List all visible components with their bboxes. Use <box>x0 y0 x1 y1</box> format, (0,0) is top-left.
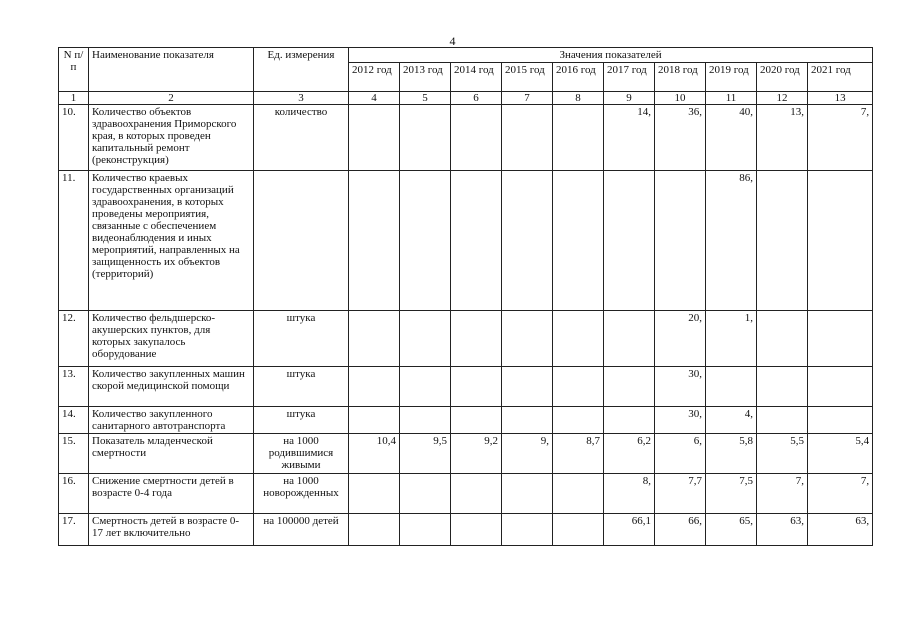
indicator-value: 5,8 <box>706 434 757 474</box>
indicator-value: 20, <box>655 311 706 367</box>
indicator-value <box>400 171 451 311</box>
column-number: 10 <box>655 92 706 105</box>
unit-of-measure: на 100000 детей <box>254 514 349 546</box>
table-row <box>59 514 873 546</box>
column-number: 7 <box>502 92 553 105</box>
indicator-value <box>757 367 808 407</box>
row-number: 11. <box>59 171 89 311</box>
indicator-value <box>553 474 604 514</box>
indicator-value <box>808 407 873 434</box>
indicator-value: 6,2 <box>604 434 655 474</box>
indicator-value <box>706 367 757 407</box>
column-number: 13 <box>808 92 873 105</box>
indicator-value <box>604 171 655 311</box>
indicator-value <box>400 514 451 546</box>
indicator-value: 8, <box>604 474 655 514</box>
unit-of-measure: штука <box>254 407 349 434</box>
row-number: 14. <box>59 407 89 434</box>
indicator-value <box>757 407 808 434</box>
indicator-value <box>604 367 655 407</box>
indicator-value <box>553 407 604 434</box>
indicator-value: 65, <box>706 514 757 546</box>
indicator-name: Количество краевых государственных организаций здравоохранения, в которых проведены мероприятия, связанные с обеспечением видеонаблюдения и иных мероприятий, направленных на защищенность их объектов (территорий) <box>89 171 254 311</box>
indicators-table <box>58 47 873 546</box>
indicator-value <box>502 171 553 311</box>
column-number: 8 <box>553 92 604 105</box>
indicator-value <box>553 311 604 367</box>
indicator-value: 63, <box>808 514 873 546</box>
row-number: 10. <box>59 105 89 171</box>
column-number: 1 <box>59 92 89 105</box>
unit-of-measure: на 1000 новорожденных <box>254 474 349 514</box>
indicator-name: Количество объектов здравоохранения Приморского края, в которых проведен капитальный ремонт (реконструкция) <box>89 105 254 171</box>
indicator-value: 7,7 <box>655 474 706 514</box>
row-number: 12. <box>59 311 89 367</box>
indicator-value <box>604 407 655 434</box>
indicator-name: Смертность детей в возрасте 0-17 лет включительно <box>89 514 254 546</box>
indicator-name: Показатель младенческой смертности <box>89 434 254 474</box>
indicator-value <box>808 367 873 407</box>
indicator-value <box>349 171 400 311</box>
header-year: 2018 год <box>655 63 706 92</box>
indicator-value: 5,5 <box>757 434 808 474</box>
indicator-value: 63, <box>757 514 808 546</box>
indicator-value <box>757 171 808 311</box>
indicator-value: 5,4 <box>808 434 873 474</box>
indicator-value <box>400 367 451 407</box>
indicator-name: Количество фельдшерско-акушерских пунктов, для которых закупалось оборудование <box>89 311 254 367</box>
table-row <box>59 105 873 171</box>
indicator-value <box>349 407 400 434</box>
indicator-value <box>451 171 502 311</box>
table-row <box>59 311 873 367</box>
column-number: 11 <box>706 92 757 105</box>
indicator-value: 9,2 <box>451 434 502 474</box>
indicator-value: 36, <box>655 105 706 171</box>
header-year: 2021 год <box>808 63 873 92</box>
column-number: 5 <box>400 92 451 105</box>
indicator-value <box>451 311 502 367</box>
header-values-group: Значения показателей <box>349 48 873 63</box>
indicator-value <box>553 367 604 407</box>
indicator-value <box>808 171 873 311</box>
indicator-value <box>451 514 502 546</box>
indicator-value <box>451 474 502 514</box>
column-number-row <box>59 92 873 105</box>
indicator-value <box>553 171 604 311</box>
indicator-value: 6, <box>655 434 706 474</box>
indicator-value <box>502 407 553 434</box>
table-header <box>59 48 873 92</box>
unit-of-measure: на 1000 родившимися живыми <box>254 434 349 474</box>
table-row <box>59 474 873 514</box>
indicator-value <box>349 367 400 407</box>
column-number: 6 <box>451 92 502 105</box>
indicator-value <box>604 311 655 367</box>
indicator-value: 13, <box>757 105 808 171</box>
row-number: 13. <box>59 367 89 407</box>
header-year: 2013 год <box>400 63 451 92</box>
indicator-value: 66,1 <box>604 514 655 546</box>
row-number: 17. <box>59 514 89 546</box>
indicator-name: Количество закупленных машин скорой медицинской помощи <box>89 367 254 407</box>
indicator-value: 9, <box>502 434 553 474</box>
header-year: 2014 год <box>451 63 502 92</box>
unit-of-measure <box>254 171 349 311</box>
indicator-value: 8,7 <box>553 434 604 474</box>
indicator-value: 1, <box>706 311 757 367</box>
indicator-value <box>655 171 706 311</box>
header-num: N п/п <box>59 48 89 92</box>
indicator-value <box>451 407 502 434</box>
unit-of-measure: штука <box>254 311 349 367</box>
header-year: 2016 год <box>553 63 604 92</box>
row-number: 15. <box>59 434 89 474</box>
indicator-value: 7,5 <box>706 474 757 514</box>
row-number: 16. <box>59 474 89 514</box>
indicator-value: 10,4 <box>349 434 400 474</box>
indicator-value <box>349 105 400 171</box>
indicator-value <box>400 311 451 367</box>
indicator-value <box>502 311 553 367</box>
indicator-name: Количество закупленного санитарного автотранспорта <box>89 407 254 434</box>
column-number: 9 <box>604 92 655 105</box>
table-row <box>59 434 873 474</box>
unit-of-measure: количество <box>254 105 349 171</box>
indicator-value <box>502 105 553 171</box>
indicator-value <box>400 474 451 514</box>
indicator-value <box>757 311 808 367</box>
indicator-value <box>451 367 502 407</box>
header-year: 2020 год <box>757 63 808 92</box>
indicator-value <box>400 407 451 434</box>
table-body <box>59 92 873 546</box>
indicator-value: 40, <box>706 105 757 171</box>
table-row <box>59 367 873 407</box>
indicator-value <box>349 474 400 514</box>
indicator-value: 30, <box>655 367 706 407</box>
indicator-value: 7, <box>808 474 873 514</box>
indicator-value <box>349 514 400 546</box>
header-year: 2017 год <box>604 63 655 92</box>
header-year: 2015 год <box>502 63 553 92</box>
header-indicator-name: Наименование показателя <box>89 48 254 92</box>
indicator-value <box>502 514 553 546</box>
indicator-value <box>553 105 604 171</box>
indicator-value <box>808 311 873 367</box>
indicator-value: 66, <box>655 514 706 546</box>
indicator-name: Снижение смертности детей в возрасте 0-4 года <box>89 474 254 514</box>
column-number: 2 <box>89 92 254 105</box>
indicator-value: 86, <box>706 171 757 311</box>
indicator-value: 4, <box>706 407 757 434</box>
indicator-value: 9,5 <box>400 434 451 474</box>
indicator-value: 7, <box>808 105 873 171</box>
unit-of-measure: штука <box>254 367 349 407</box>
column-number: 12 <box>757 92 808 105</box>
table-row <box>59 171 873 311</box>
indicator-value: 14, <box>604 105 655 171</box>
indicator-value <box>451 105 502 171</box>
table-row <box>59 407 873 434</box>
header-year: 2012 год <box>349 63 400 92</box>
indicator-value: 30, <box>655 407 706 434</box>
indicator-value <box>502 367 553 407</box>
column-number: 3 <box>254 92 349 105</box>
header-year: 2019 год <box>706 63 757 92</box>
indicator-value <box>400 105 451 171</box>
indicator-value: 7, <box>757 474 808 514</box>
indicator-value <box>502 474 553 514</box>
indicator-value <box>349 311 400 367</box>
page-number: 4 <box>449 34 456 48</box>
indicator-value <box>553 514 604 546</box>
header-unit: Ед. измерения <box>254 48 349 92</box>
column-number: 4 <box>349 92 400 105</box>
